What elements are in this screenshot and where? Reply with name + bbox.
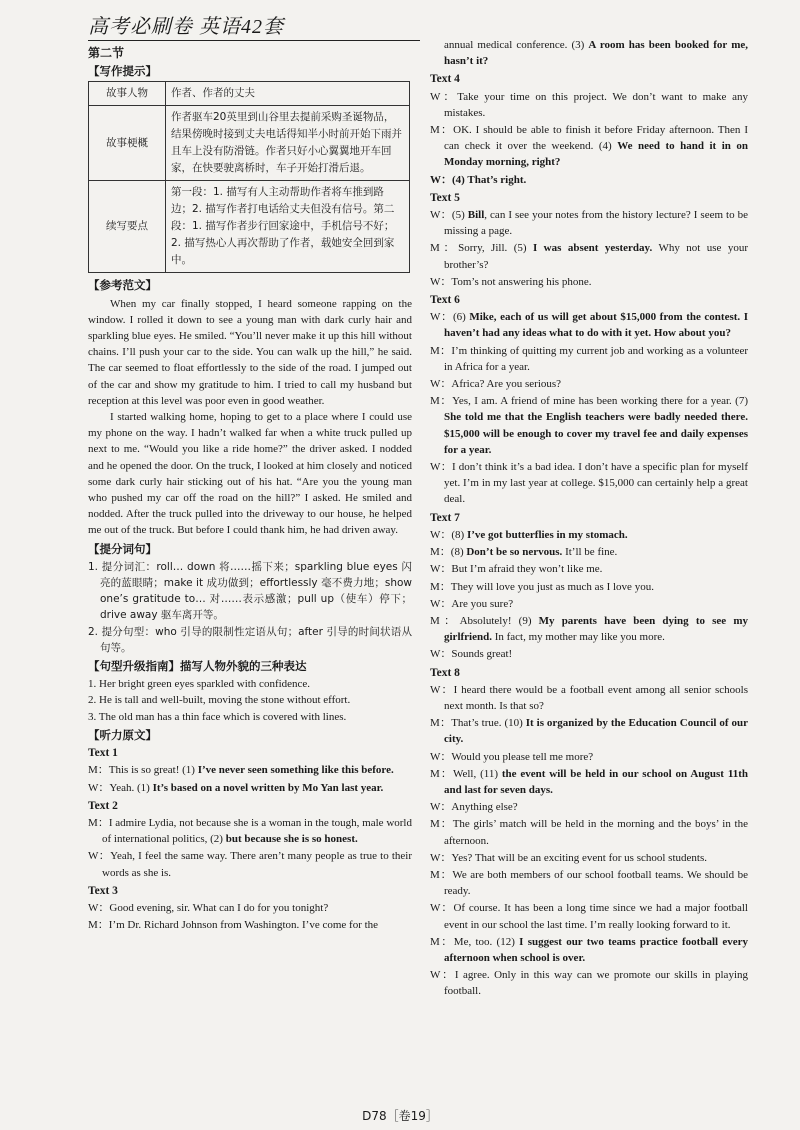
dialogue-line: W：I heard there would be a football event among all senior schools next month. Is that so? — [430, 683, 748, 712]
dialogue-line: W：(6) Mike, each of us will get about $15,000 from the contest. I haven’t had any ideas what to do with it yet. How about you? — [430, 311, 748, 340]
upgrade-title: 【句型升级指南】描写人物外貌的三种表达 — [88, 659, 307, 674]
dialogue-line: W：(4) That’s right. — [430, 173, 527, 186]
table-key: 故事梗概 — [89, 106, 166, 181]
tip-item: 2. 提分句型：who 引导的限制性定语从句；after 引导的时间状语从句等。 — [88, 625, 412, 654]
dialogue-line: W：(8) I’ve got butterflies in my stomach. — [430, 528, 628, 541]
text-heading: Text 5 — [430, 191, 460, 204]
upgrade-item: 3. The old man has a thin face which is covered with lines. — [88, 710, 347, 723]
reference-paragraph-1: When my car finally stopped, I heard someone rapping on the window. I rolled it down to see a young man with dark curly hair and sparkling blue eyes. He smiled. “You’ll never make it up this hill without chains. I’ll push your car to the side. You can walk up the hill,” he said. The car seemed to float effortlessly to the side of the road. I jumped out of the car and show my gratitude to him. I tried to call my husband but reception at this level was poor even in good weather. — [88, 297, 412, 407]
dialogue-line: M：Me, too. (12) I suggest our two teams practice football every afternoon when school is over. — [430, 935, 748, 964]
dialogue-line: annual medical conference. (3) A room has been booked for me, hasn’t it? — [444, 39, 748, 68]
text-heading: Text 6 — [430, 294, 460, 307]
text-heading: Text 1 — [88, 747, 118, 760]
table-row — [89, 82, 410, 106]
header-rule — [88, 40, 420, 41]
right-column — [430, 36, 748, 1001]
reference-title: 【参考范文】 — [88, 278, 157, 293]
dialogue-line: W：Are you sure? — [430, 597, 514, 610]
table-value: 作者、作者的丈夫 — [166, 82, 410, 106]
dialogue-line: W：Yeah. (1) It’s based on a novel written by Mo Yan last year. — [88, 781, 384, 794]
text-heading: Text 7 — [430, 511, 460, 524]
dialogue-line: M：(8) Don’t be so nervous. It’ll be fine. — [430, 546, 618, 559]
dialogue-line: M：That’s true. (10) It is organized by the Education Council of our city. — [430, 717, 748, 746]
dialogue-line: W：But I’m afraid they won’t like me. — [430, 563, 603, 576]
table-value: 作者驱车20英里到山谷里去提前采购圣诞物品，结果傍晚时接到丈夫电话得知半小时前开始下雨并且车上没有防滑链。作者只好小心翼翼地开车回家，在快要驶离桥时，车子开始打滑后退。 — [166, 106, 410, 181]
dialogue-line: W：I agree. Only in this way can we promote our skills in playing football. — [430, 969, 748, 998]
dialogue-line: W：Would you please tell me more? — [430, 750, 594, 763]
table-key: 续写要点 — [89, 181, 166, 273]
dialogue-line: M：Yes, I am. A friend of mine has been working there for a year. (7) She told me that the English teachers were badly needed there. $15,000 will be enough to cover my travel fee and daily expenses for a year. — [430, 395, 748, 456]
dialogue-line: M：We are both members of our school football teams. We should be ready. — [430, 868, 748, 898]
table-row — [89, 181, 410, 273]
page-number: D78［卷19］ — [362, 1109, 438, 1123]
reference-paragraph-2: I started walking home, hoping to get to a place where I could use my phone on the way. I hadn’t walked far when a white truck pulled up next to me. “Would you like a ride home?” the driver asked. I nodded and he opened the door. On the truck, I looked at him closely and noticed some dark curly hair sticking out of his hat. “Are you the young man who pushed my car off the road on the hill?” I asked. He smiled and nodded. After the truck pulled into the driveway to our house, he helped me out of the truck. But before I could thank him, he had driven away. — [88, 411, 412, 537]
text-heading: Text 3 — [88, 884, 118, 897]
tip-item: 1. 提分词汇：roll… down 将……摇下来；sparkling blue eyes 闪亮的蓝眼睛；make it 成功做到；effortlessly 毫不费力地；show one’s gratitude to… 对……表示感激；pull up（使车）停下；drive away 驱车离开等。 — [88, 560, 412, 622]
dialogue-line: W：I don’t think it’s a bad idea. I don’t have a specific plan for myself yet. I’m in my last year at college. $15,000 can certainly help a great deal. — [430, 461, 748, 506]
upgrade-item: 2. He is tall and well-built, moving the stone without effort. — [88, 694, 351, 707]
dialogue-line: W：Sounds great! — [430, 648, 513, 661]
dialogue-line: M：I admire Lydia, not because she is a woman in the tough, male world of international politics, (2) but because she is so honest. — [88, 816, 412, 846]
table-value: 第一段：1. 描写有人主动帮助作者将车推到路边；2. 描写作者打电话给丈夫但没有信号。第二段：1. 描写作者步行回家途中，手机信号不好；2. 描写热心人再次帮助了作者，载她安全回到家中。 — [166, 181, 410, 273]
dialogue-line: W：Take your time on this project. We don’t want to make any mistakes. — [430, 90, 748, 119]
dialogue-line: M：I’m thinking of quitting my current job and working as a volunteer in Africa for a year. — [430, 344, 748, 373]
dialogue-line: W：Tom’s not answering his phone. — [430, 275, 592, 288]
dialogue-line: M：This is so great! (1) I’ve never seen something like this before. — [88, 764, 394, 777]
dialogue-line: M：The girls’ match will be held in the morning and the boys’ in the afternoon. — [430, 818, 748, 847]
dialogue-line: M：Well, (11) the event will be held in our school on August 11th and last for seven days. — [430, 767, 748, 796]
dialogue-line: W：Good evening, sir. What can I do for you tonight? — [88, 901, 329, 914]
dialogue-line: W：Anything else? — [430, 801, 518, 814]
dialogue-line: M：OK. I should be able to finish it before Friday afternoon. Then I can check it over the weekend. (4) We need to hand it in on Monday morning, right? — [430, 124, 748, 169]
dialogue-line: W：Of course. It has been a long time since we had a major football event in our school the last time. I’m really looking forward to it. — [430, 902, 748, 931]
story-table — [88, 81, 410, 273]
listening-title: 【听力原文】 — [88, 727, 157, 742]
dialogue-line: M：I’m Dr. Richard Johnson from Washington. I’ve come for the — [88, 919, 379, 932]
upgrade-item: 1. Her bright green eyes sparkled with confidence. — [88, 678, 311, 691]
dialogue-line: W：Yes? That will be an exciting event for us school students. — [430, 851, 707, 864]
tips-title: 【提分词句】 — [88, 541, 157, 556]
table-row — [89, 106, 410, 181]
dialogue-line: M：They will love you just as much as I love you. — [430, 580, 654, 593]
book-title: 高考必刷卷 英语42套 — [88, 16, 284, 38]
text-heading: Text 4 — [430, 73, 460, 86]
left-column — [88, 44, 412, 934]
section-title: 第二节 — [88, 46, 125, 60]
writing-tip-title: 【写作提示】 — [88, 64, 157, 79]
text-heading: Text 2 — [88, 799, 118, 812]
dialogue-line: M：Absolutely! (9) My parents have been dying to see my girlfriend. In fact, my mother may like you more. — [430, 614, 749, 644]
dialogue-line: W：(5) Bill, can I see your notes from the history lecture? I seem to be missing a page. — [430, 209, 748, 238]
dialogue-line: W：Africa? Are you serious? — [430, 378, 562, 391]
dialogue-line: W：Yeah, I feel the same way. There aren’t many people as true to their words as she is. — [88, 850, 412, 879]
table-key: 故事人物 — [89, 82, 166, 106]
text-heading: Text 8 — [430, 666, 460, 679]
dialogue-line: M：Sorry, Jill. (5) I was absent yesterday. Why not use your brother’s? — [430, 242, 749, 271]
